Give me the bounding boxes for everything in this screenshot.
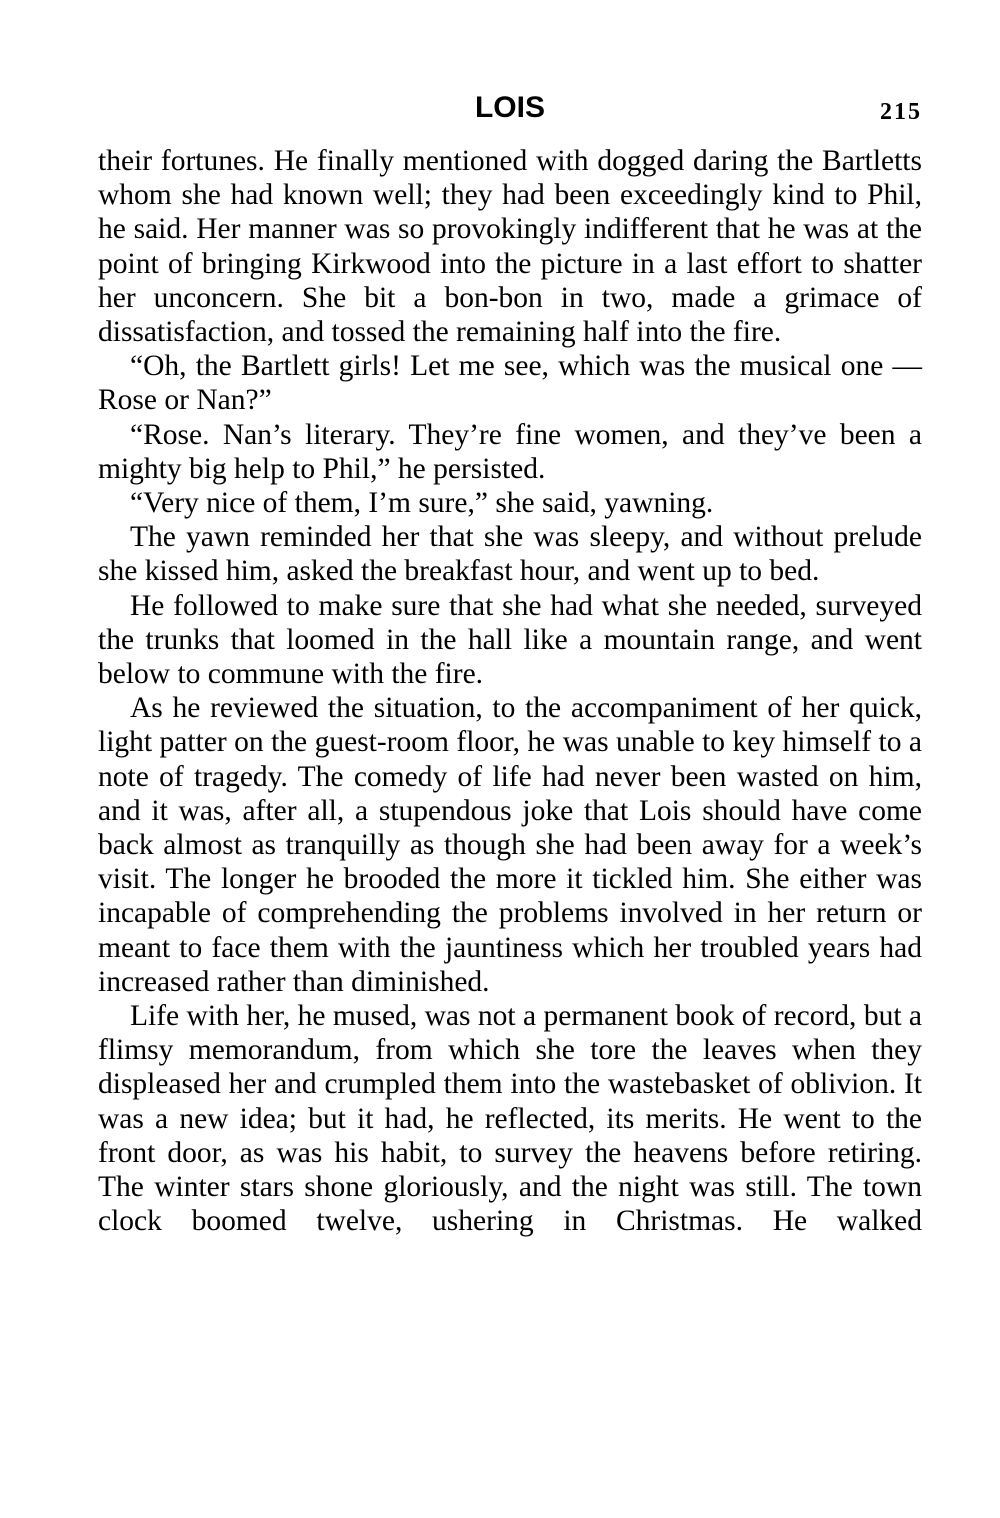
paragraph: their fortunes. He finally mentioned with dogged daring the Bartletts whom she had known well; they had been exceedingly kind to Phil, he said. Her manner was so provokingly indifferent that he was at the point of bringing Kirkwood into the picture in a last effort to shatter her unconcern. She bit a bon-bon in two, made a grimace of dissatisfaction, and tossed the remaining half into the fire. [98,145,922,349]
paragraph: “Very nice of them, I’m sure,” she said, yawning. [130,487,714,520]
paragraph: The yawn reminded her that she was sleepy, and without prelude she kissed him, asked the breakfast hour, and went up to bed. [98,521,922,588]
page-header [98,84,922,132]
paragraph: “Rose. Nan’s literary. They’re fine women, and they’ve been a mighty big help to Phil,” he persisted. [98,418,922,485]
body-text [98,144,922,1239]
paragraph: As he reviewed the situation, to the accompaniment of her quick, light patter on the guest-room floor, he was unable to key himself to a note of tragedy. The comedy of life had never been wasted on him, and it was, after all, a stupendous joke that Lois should have come back almost as tranquilly as though she had been away for a week’s visit. The longer he brooded the more it tickled him. She either was incapable of comprehending the problems involved in her return or meant to face them with the jauntiness which her troubled years had increased rather than diminished. [98,692,922,998]
page-number: 215 [880,99,922,125]
running-title: LOIS [474,91,545,124]
paragraph: Life with her, he mused, was not a permanent book of record, but a flimsy memorandum, from which she tore the leaves when they displeased her and crumpled them into the wastebasket of oblivion. It was a new idea; but it had, he reflected, its merits. He went to the front door, as was his habit, to survey the heavens before retiring. The winter stars shone gloriously, and the night was still. The town clock boomed twelve, ushering in Christmas. He walked [98,1000,922,1238]
paragraph: He followed to make sure that she had what she needed, surveyed the trunks that loomed in the hall like a mountain range, and went below to commune with the fire. [98,589,922,691]
paragraph: “Oh, the Bartlett girls! Let me see, which was the musical one — Rose or Nan?” [98,350,922,417]
